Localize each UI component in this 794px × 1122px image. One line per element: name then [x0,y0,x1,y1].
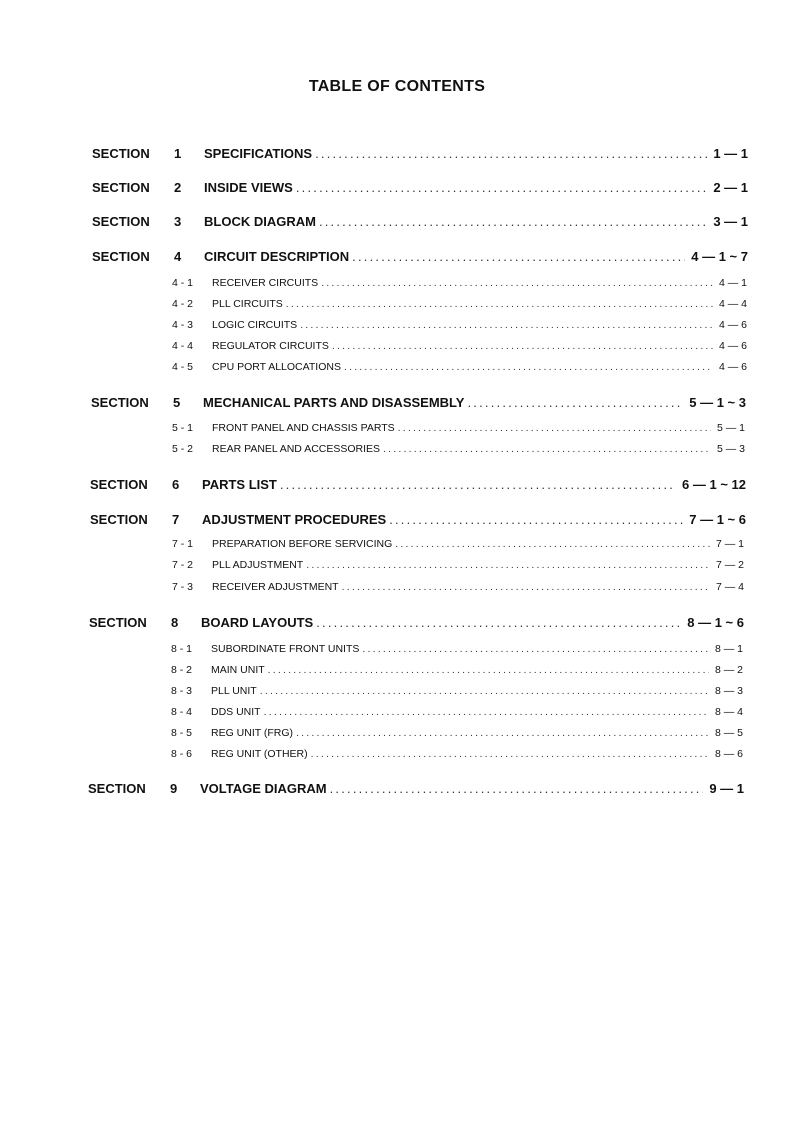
subsection-number: 7 - 3 [172,581,194,593]
toc-subsection-row [172,319,747,331]
subsection-title: REG UNIT (FRG) [211,727,294,739]
subsection-title: CPU PORT ALLOCATIONS [212,361,341,373]
dot-leader [330,781,704,796]
section-title: ADJUSTMENT PROCEDURES [202,512,387,527]
toc-section-row [92,249,748,264]
section-number: 2 [174,180,182,195]
dot-leader [296,727,709,739]
toc-section-row [92,214,748,229]
subsection-title: PLL CIRCUITS [212,298,283,310]
subsection-number: 7 - 2 [172,559,194,571]
dot-leader [260,685,709,697]
toc-subsection-row [172,277,747,289]
subsection-title: LOGIC CIRCUITS [212,319,298,331]
subsection-title: REG UNIT (OTHER) [211,748,308,760]
subsection-number: 4 - 3 [172,319,194,331]
subsection-number: 5 - 2 [172,443,194,455]
subsection-page: 4 — 4 [718,298,747,310]
subsection-number: 8 - 6 [171,748,193,760]
dot-leader [467,395,683,410]
section-label: SECTION [92,214,150,229]
subsection-page: 7 — 2 [715,559,744,571]
subsection-page: 8 — 1 [714,643,743,655]
section-number: 6 [172,477,180,492]
section-number: 4 [174,249,182,264]
toc-subsection-row [171,685,743,697]
dot-leader [342,581,710,593]
section-title: SPECIFICATIONS [204,146,313,161]
subsection-title: REAR PANEL AND ACCESSORIES [212,443,381,455]
subsection-page: 4 — 6 [718,319,747,331]
section-title: BLOCK DIAGRAM [204,214,316,229]
dot-leader [362,643,709,655]
section-label: SECTION [90,477,148,492]
toc-subsection-row [172,361,747,373]
subsection-number: 8 - 2 [171,664,193,676]
subsection-title: PLL ADJUSTMENT [212,559,304,571]
section-page: 4 — 1 ~ 7 [691,249,748,264]
dot-leader [332,340,713,352]
toc-subsection-row [172,443,745,455]
section-label: SECTION [92,146,150,161]
section-page: 3 — 1 [713,214,748,229]
toc-subsection-row [172,559,744,571]
subsection-number: 5 - 1 [172,422,194,434]
subsection-page: 8 — 6 [714,748,743,760]
dot-leader [300,319,713,331]
section-number: 1 [174,146,182,161]
subsection-number: 8 - 1 [171,643,193,655]
toc-subsection-row [172,538,744,550]
subsection-number: 4 - 5 [172,361,194,373]
toc-section-row [90,512,746,527]
subsection-title: REGULATOR CIRCUITS [212,340,329,352]
subsection-title: DDS UNIT [211,706,261,718]
section-title: PARTS LIST [202,477,277,492]
dot-leader [321,277,713,289]
dot-leader [296,180,707,195]
subsection-title: RECEIVER ADJUSTMENT [212,581,339,593]
section-page: 1 — 1 [713,146,748,161]
toc-subsection-row [171,748,743,760]
subsection-number: 8 - 5 [171,727,193,739]
toc-subsection-row [172,422,745,434]
toc-section-row [92,180,748,195]
subsection-title: FRONT PANEL AND CHASSIS PARTS [212,422,395,434]
section-page: 6 — 1 ~ 12 [682,477,746,492]
dot-leader [264,706,709,718]
section-number: 3 [174,214,182,229]
toc-section-row [88,781,744,796]
toc-subsection-row [171,664,743,676]
subsection-page: 8 — 5 [714,727,743,739]
toc-section-row [89,615,744,630]
subsection-number: 8 - 4 [171,706,193,718]
dot-leader [286,298,713,310]
toc-subsection-row [171,706,743,718]
section-page: 5 — 1 ~ 3 [689,395,746,410]
section-number: 5 [173,395,181,410]
section-title: INSIDE VIEWS [204,180,293,195]
section-page: 2 — 1 [713,180,748,195]
subsection-title: SUBORDINATE FRONT UNITS [211,643,360,655]
dot-leader [383,443,711,455]
subsection-page: 4 — 1 [718,277,747,289]
dot-leader [315,146,707,161]
toc-section-row [92,146,748,161]
dot-leader [311,748,709,760]
subsection-title: RECEIVER CIRCUITS [212,277,319,289]
subsection-number: 4 - 4 [172,340,194,352]
dot-leader [319,214,707,229]
subsection-title: PREPARATION BEFORE SERVICING [212,538,393,550]
toc-subsection-row [171,643,743,655]
subsection-number: 8 - 3 [171,685,193,697]
section-label: SECTION [89,615,147,630]
subsection-title: PLL UNIT [211,685,257,697]
dot-leader [280,477,676,492]
subsection-page: 5 — 1 [716,422,745,434]
subsection-number: 7 - 1 [172,538,194,550]
dot-leader [268,664,709,676]
dot-leader [306,559,710,571]
section-label: SECTION [88,781,146,796]
section-number: 7 [172,512,180,527]
section-page: 7 — 1 ~ 6 [689,512,746,527]
dot-leader [395,538,710,550]
subsection-page: 7 — 1 [715,538,744,550]
subsection-page: 4 — 6 [718,361,747,373]
section-label: SECTION [92,249,150,264]
section-label: SECTION [92,180,150,195]
section-page: 9 — 1 [709,781,744,796]
dot-leader [344,361,713,373]
dot-leader [316,615,681,630]
section-label: SECTION [90,512,148,527]
dot-leader [389,512,683,527]
toc-subsection-row [172,298,747,310]
subsection-page: 7 — 4 [715,581,744,593]
subsection-page: 8 — 4 [714,706,743,718]
section-title: CIRCUIT DESCRIPTION [204,249,350,264]
section-label: SECTION [91,395,149,410]
section-title: BOARD LAYOUTS [201,615,314,630]
subsection-title: MAIN UNIT [211,664,265,676]
subsection-page: 4 — 6 [718,340,747,352]
toc-section-row [90,477,746,492]
subsection-page: 8 — 3 [714,685,743,697]
section-page: 8 — 1 ~ 6 [687,615,744,630]
section-number: 9 [170,781,178,796]
toc-section-row [91,395,746,410]
dot-leader [398,422,711,434]
toc-subsection-row [171,727,743,739]
page-title: TABLE OF CONTENTS [308,78,486,95]
subsection-page: 5 — 3 [716,443,745,455]
section-number: 8 [171,615,179,630]
toc-subsection-row [172,581,744,593]
dot-leader [352,249,685,264]
toc-subsection-row [172,340,747,352]
section-title: VOLTAGE DIAGRAM [200,781,327,796]
subsection-number: 4 - 1 [172,277,194,289]
subsection-page: 8 — 2 [714,664,743,676]
section-title: MECHANICAL PARTS AND DISASSEMBLY [203,395,465,410]
subsection-number: 4 - 2 [172,298,194,310]
